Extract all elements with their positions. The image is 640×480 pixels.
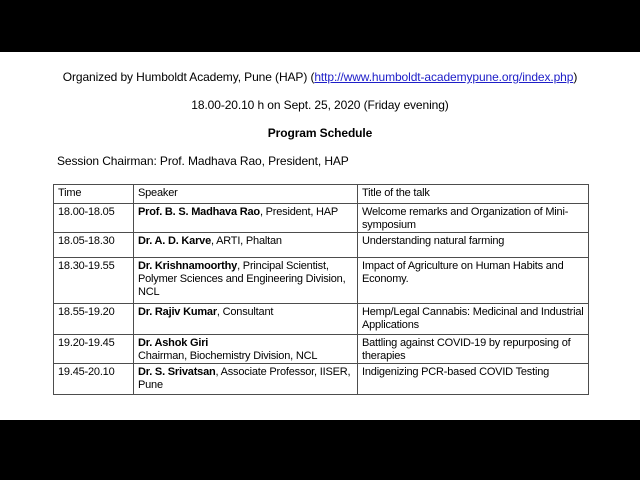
speaker-cell: [134, 364, 358, 395]
speaker-name: Dr. Ashok Giri: [138, 337, 209, 349]
time-cell: 18.05-18.30: [54, 233, 134, 258]
column-header-speaker: Speaker: [134, 185, 358, 204]
time-cell: 18.30-19.55: [54, 258, 134, 304]
table-header-row: [54, 185, 589, 204]
schedule-title: Program Schedule: [267, 126, 373, 140]
table-row: [54, 204, 589, 233]
table-row: [54, 304, 589, 335]
datetime-line: 18.00-20.10 h on Sept. 25, 2020 (Friday evening): [191, 98, 449, 112]
speaker-affiliation: , Principal Scientist, Polymer Sciences and Engineering Division, NCL: [138, 260, 346, 298]
schedule-table: [53, 184, 589, 395]
speaker-name: Dr. Rajiv Kumar: [138, 306, 217, 318]
session-chairman-line: Session Chairman: Prof. Madhava Rao, President, HAP: [57, 154, 349, 168]
speaker-name: Dr. S. Srivatsan: [138, 366, 216, 378]
letterbox-top-bar: [0, 0, 640, 52]
speaker-cell: [134, 258, 358, 304]
speaker-cell: [134, 233, 358, 258]
time-cell: 19.20-19.45: [54, 335, 134, 364]
talk-title-cell: Welcome remarks and Organization of Mini-symposium: [358, 204, 589, 233]
speaker-name: Prof. B. S. Madhava Rao: [138, 206, 260, 218]
talk-title-cell: Indigenizing PCR-based COVID Testing: [358, 364, 589, 395]
speaker-affiliation: , ARTI, Phaltan: [211, 235, 282, 247]
time-cell: 18.00-18.05: [54, 204, 134, 233]
table-row: [54, 364, 589, 395]
speaker-cell: [134, 304, 358, 335]
speaker-affiliation: , President, HAP: [259, 206, 339, 218]
speaker-line2: Chairman, Biochemistry Division, NCL: [138, 350, 318, 362]
organizer-text-suffix: ): [573, 70, 578, 84]
talk-title-cell: Understanding natural farming: [358, 233, 589, 258]
talk-title-cell: Hemp/Legal Cannabis: Medicinal and Industrial Applications: [358, 304, 589, 335]
speaker-name: Dr. Krishnamoorthy: [138, 260, 238, 272]
talk-title-cell: Impact of Agriculture on Human Habits and Economy.: [358, 258, 589, 304]
document-page: [0, 52, 640, 420]
speaker-cell: [134, 335, 358, 364]
talk-title-cell: Battling against COVID-19 by repurposing of therapies: [358, 335, 589, 364]
time-cell: 18.55-19.20: [54, 304, 134, 335]
organizer-url-link[interactable]: http://www.humboldt-academypune.org/index.php: [314, 70, 574, 84]
table-row: [54, 233, 589, 258]
column-header-title: Title of the talk: [358, 185, 589, 204]
column-header-time: Time: [54, 185, 134, 204]
table-row: [54, 258, 589, 304]
speaker-cell: [134, 204, 358, 233]
speaker-affiliation: , Consultant: [216, 306, 274, 318]
letterbox-bottom-bar: [0, 420, 640, 480]
organizer-text: Organized by Humboldt Academy, Pune (HAP) (: [62, 70, 315, 84]
speaker-affiliation: , Associate Professor, IISER, Pune: [138, 366, 351, 391]
time-cell: 19.45-20.10: [54, 364, 134, 395]
table-row: [54, 335, 589, 364]
organizer-line: [0, 70, 640, 84]
speaker-name: Dr. A. D. Karve: [138, 235, 212, 247]
